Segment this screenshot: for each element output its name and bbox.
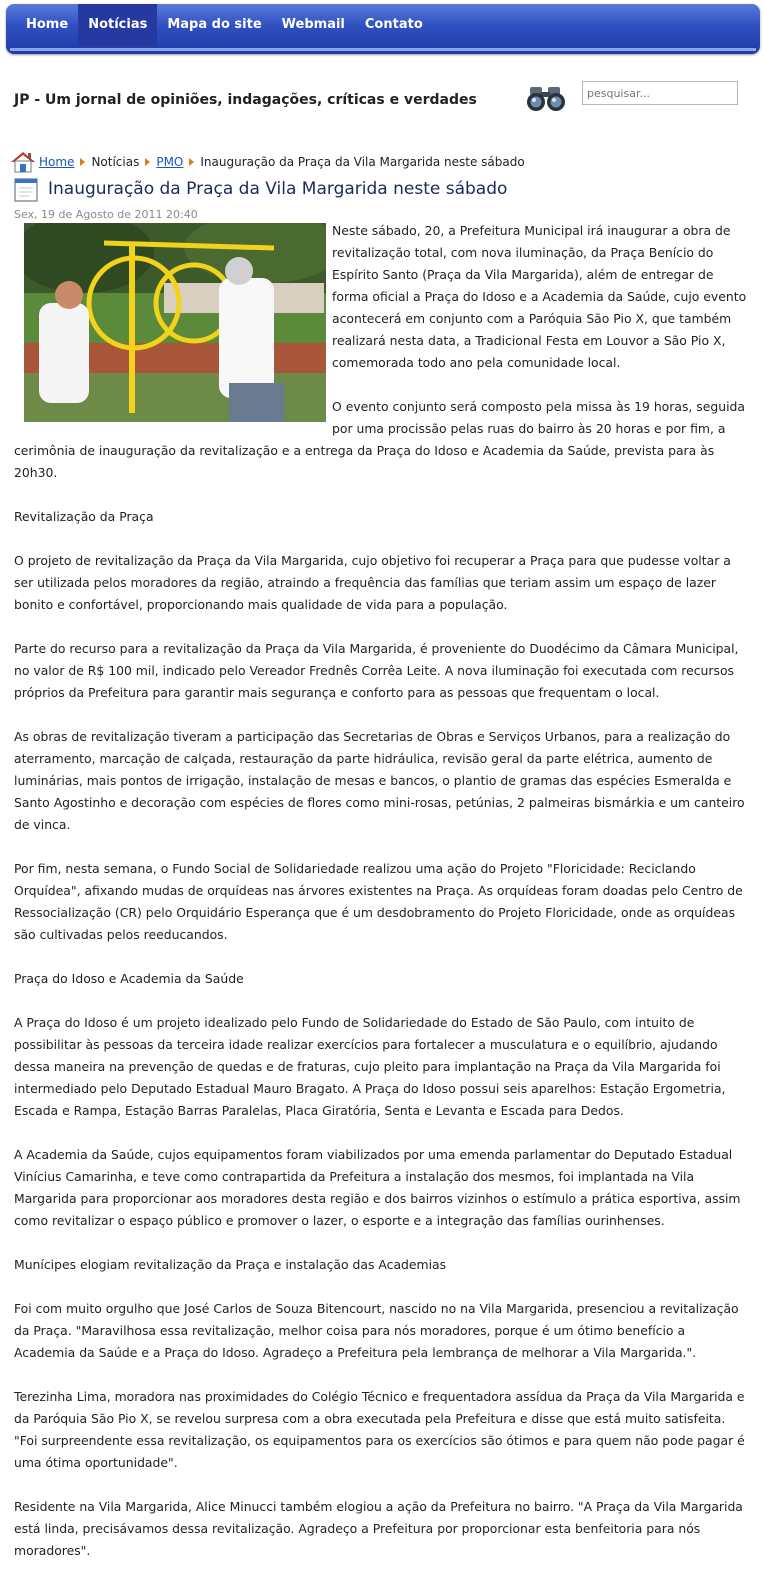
nav-item-mapa-do-site[interactable]: Mapa do site [167,17,262,32]
paragraph: A Academia da Saúde, cujos equipamentos foram viabilizados por uma emenda parlamentar do Deputado Estadual Vinícius Camarinha, e teve como contrapartida da Prefeitura a instalação dos mesmos, foi implantada na Vila Margarida para proporcionar aos moradores desta região e dos bairros vizinhos o estímulo a prática esportiva, assim como revitalizar o espaço público e promover o lazer, o esporte e a integração das famílias ourinhenses. [14,1147,741,1228]
paragraph: A Praça do Idoso é um projeto idealizado pelo Fundo de Solidariedade do Estado de São Paulo, com intuito de possibilitar às pessoas da terceira idade realizar exercícios para fortalecer a musculatura e o equilíbrio, ajudando dessa maneira na prevenção de quedas e de fraturas, cujo pleito para implantação na Praça da Vila Margarida foi intermediado pelo Deputado Estadual Mauro Bragato. A Praça do Idoso possui seis aparelhos: Estação Ergometria, Escada e Rampa, Estação Barras Paralelas, Placa Giratória, Senta e Levanta e Escada para Dedos. [14,1015,726,1118]
chevron-right-icon [189,158,194,166]
section-heading: Praça do Idoso e Academia da Saúde [14,971,244,986]
nav-item-noticias[interactable]: Notícias [78,4,157,46]
main-navbar [6,4,760,54]
paragraph: Parte do recurso para a revitalização da Praça da Vila Margarida, é proveniente do Duodécimo da Câmara Municipal, no valor de R$ 100 mil, indicado pelo Vereador Frednês Corrêa Leite. A nova iluminação foi executada com recursos próprios da Prefeitura para garantir mais segurança e conforto para as pessoas que frequentam o local. [14,641,739,700]
binoculars-icon[interactable] [524,84,568,112]
search-input[interactable] [582,81,738,105]
article-body [14,220,748,1584]
section-heading: Munícipes elogiam revitalização da Praça e instalação das Academias [14,1257,447,1272]
paragraph: O projeto de revitalização da Praça da Vila Margarida, cujo objetivo foi recuperar a Praça para que pudesse voltar a ser utilizada pelos moradores da região, atraindo a frequência das famílias que teriam assim um espaço de lazer bonito e confortável, proporcionando mais qualidade de vida para a população. [14,553,731,612]
nav-item-contato[interactable]: Contato [364,17,423,32]
nav-underline [10,48,756,51]
paragraph: Terezinha Lima, moradora nas proximidades do Colégio Técnico e frequentadora assídua da Praça da Vila Margarida e da Paróquia São Pio X, se revelou surpresa com a obra executada pela Prefeitura e disse que está muito satisfeita. "Foi surpreendente essa revitalização, os equipamentos para os exercícios são ótimos e para quem não pode pagar é uma ótima oportunidade". [14,1389,745,1470]
article-icon [14,178,38,202]
nav-item-webmail[interactable]: Webmail [281,17,345,32]
paragraph: Residente na Vila Margarida, Alice Minucci também elogiou a ação da Prefeitura no bairro. "A Praça da Vila Margarida está linda, precisávamos dessa revitalização. Agradeço a Prefeitura por proporcionar esta benfeitoria para nós moradores". [14,1499,743,1558]
article-title: Inauguração da Praça da Vila Margarida neste sábado [48,179,508,199]
nav-menu [6,4,760,46]
paragraph: Neste sábado, 20, a Prefeitura Municipal irá inaugurar a obra de revitalização total, com nova iluminação, da Praça Benício do Espírito Santo (Praça da Vila Margarida), além de entregar de forma oficial a Praça do Idoso e a Academia da Saúde, cujo evento acontecerá em conjunto com a Paróquia São Pio X, que também realizará nesta data, a Tradicional Festa em Louvor a São Pio X, comemorada todo ano pela comunidade local. [332,223,747,370]
site-tagline: JP - Um jornal de opiniões, indagações, críticas e verdades [14,92,477,108]
article-date: Sex, 19 de Agosto de 2011 20:40 [14,208,198,221]
paragraph: As obras de revitalização tiveram a participação das Secretarias de Obras e Serviços Urbanos, para a realização do aterramento, marcação de calçada, restauração da parte hidráulica, revisão geral da parte elétrica, aumento de luminárias, mais pontos de irrigação, instalação de mesas e bancos, o plantio de gramas das espécies Esmeralda e Santo Agostinho e decoração com espécies de flores como mini-rosas, petúnias, 2 palmeiras bismárkia e um canteiro de vinca. [14,729,745,832]
chevron-right-icon [80,158,85,166]
nav-item-home[interactable]: Home [26,17,69,32]
home-icon[interactable] [10,150,36,174]
breadcrumb-noticias: Notícias [91,155,140,169]
chevron-right-icon [145,158,150,166]
paragraph: Por fim, nesta semana, o Fundo Social de Solidariedade realizou uma ação do Projeto "Floricidade: Reciclando Orquídea", afixando mudas de orquídeas nas árvores existentes na Praça. As orquídeas foram doadas pelo Centro de Ressocialização (CR) pelo Orquidário Esperança que é um desdobramento do Projeto Floricidade, onde as orquídeas são cultivadas pelos reeducandos. [14,861,743,942]
breadcrumb [10,151,525,173]
section-heading: Revitalização da Praça [14,509,154,524]
breadcrumb-pmo-link[interactable]: PMO [156,155,184,169]
breadcrumb-current: Inauguração da Praça da Vila Margarida neste sábado [200,155,525,169]
breadcrumb-home-link[interactable]: Home [39,155,75,169]
photo-space [14,220,332,420]
paragraph: Foi com muito orgulho que José Carlos de Souza Bitencourt, nascido no na Vila Margarida, presenciou a revitalização da Praça. "Maravilhosa essa revitalização, melhor coisa para nós moradores, porque é um ótimo benefício a Academia da Saúde e a Praça do Idoso. Agradeço a Prefeitura pela lembrança de melhorar a Vila Margarida.". [14,1301,739,1360]
paragraph: O evento conjunto será composto pela missa às 19 horas, seguida por uma procissão pelas ruas do bairro às 20 horas e por fim, a cerimônia de inauguração da revitalização e a entrega da Praça do Idoso e Academia da Saúde, prevista para às 20h30. [14,399,745,480]
